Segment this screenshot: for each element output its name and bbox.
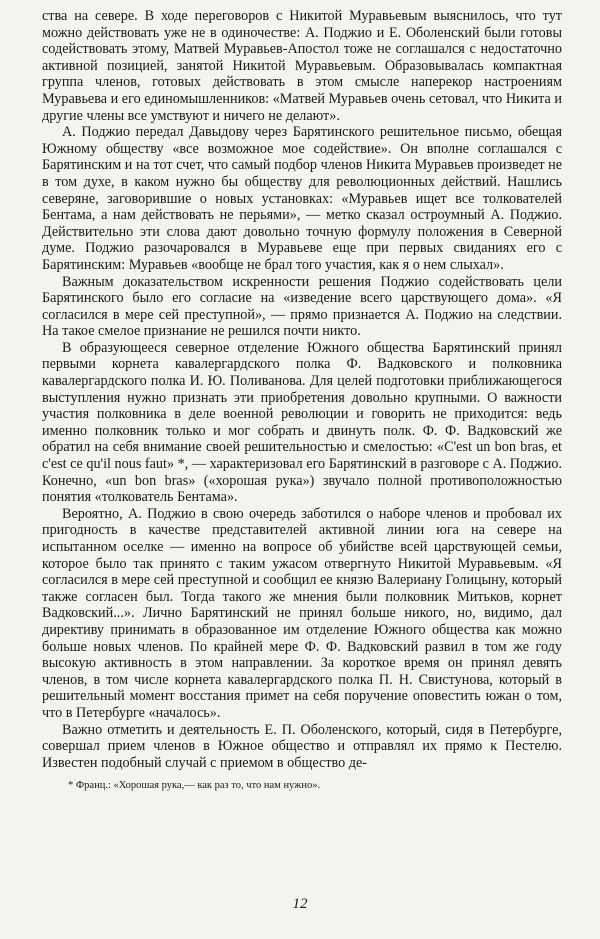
footnote: * Франц.: «Хорошая рука,— как раз то, что нам нужно».	[68, 780, 321, 792]
paragraph-6: Важно отметить и деятельность Е. П. Оболенского, который, сидя в Петербурге, совершал прием членов в Южное общество и отправлял их прямо к Пестелю. Известен подобный случай с приемом в общество де-	[42, 721, 562, 771]
body-text	[42, 8, 562, 771]
paragraph-1: ства на севере. В ходе переговоров с Никитой Муравьевым выяснилось, что тут можно действовать уже не в одиночестве: А. Поджио и Е. Оболенский были готовы содействовать этому, Матвей Муравьев-Апостол тоже не соглашался с недостаточно активной позицией, занятой Никитой Муравьевым. Образовывалась компактная группа членов, готовых действовать в этом смысле наперекор настроениям Муравьева и его единомышленников: «Матвей Муравьев очень сетовал, что Никита и другие члены все умствуют и ничего не делают».	[42, 8, 562, 124]
paragraph-3: Важным доказательством искренности решения Поджио содействовать цели Барятинского было его согласие на «изведение всего царствующего дома». «Я согласился в мере сей преступной», — прямо признается А. Поджио на следствии. На такое смелое признание не решился почти никто.	[42, 273, 562, 340]
page-number: 12	[292, 896, 308, 912]
paragraph-4: В образующееся северное отделение Южного общества Барятинский принял первыми корнета кавалергардского полка Ф. Вадковского и полковника кавалергардского полка И. Ю. Поливанова. Для целей подготовки приближающегося выступления нужно признать эти приобретения довольно крупными. О важности участия полковника в деле военной революции и говорить не приходится: ведь именно полковник только и мог собрать и двинуть полк. Ф. Ф. Вадковский же обратил на себя внимание своей решительностью и смелостью: «C'est un bon bras, et c'est ce qu'il nous faut» *, — характеризовал его Барятинский в разговоре с А. Поджио. Конечно, «un bon bras» («хорошая рука») звучало полной противоположностью понятия «толкователь Бентама».	[42, 339, 562, 506]
paragraph-5: Вероятно, А. Поджио в свою очередь заботился о наборе членов и пробовал их пригодность в качестве представителей активной линии юга на севере на испытанном оселке — именно на вопросе об убийстве всей царствующей семьи, которое было так принято с таким ужасом отвергнуто Никитой Муравьевым. «Я согласился в мере сей преступной и сообщил ее князю Валериану Голицыну, который также согласен был. Тогда такого же мнения были полковник Митьков, корнет Вадковский...». Лично Барятинский не принял больше никого, но, видимо, дал директиву принимать в образованное им отделение Южного общества как можно больше новых членов. По крайней мере Ф. Ф. Вадковский развил в том же году высокую активность в этом направлении. За короткое время он принял девять членов, в том числе корнета кавалергардского полка П. Н. Свистунова, который в решительный момент восстания примет на себя поручение оповестить южан о том, что в Петербурге «началось».	[42, 505, 562, 721]
paragraph-2: А. Поджио передал Давыдову через Барятинского решительное письмо, обещая Южному обществу «все возможное мое содействие». Он вполне соглашался с Барятинским и на тот счет, что самый подбор членов Никита Муравьев произведет не в том духе, в каком нужно бы обществу для революционных действий. Нашлись северяне, заговорившие о новых установках: «Муравьев ищет все толкователей Бентама, а нам действовать не перьями», — метко сказал остроумный А. Поджио. Действительно эти слова дают довольно точную формулу положения в Северной думе. Поджио разочаровался в Муравьеве еще при первых свиданиях его с Барятинским: Муравьев «вообще не брал того участия, как я о нем слыхал».	[42, 124, 562, 273]
